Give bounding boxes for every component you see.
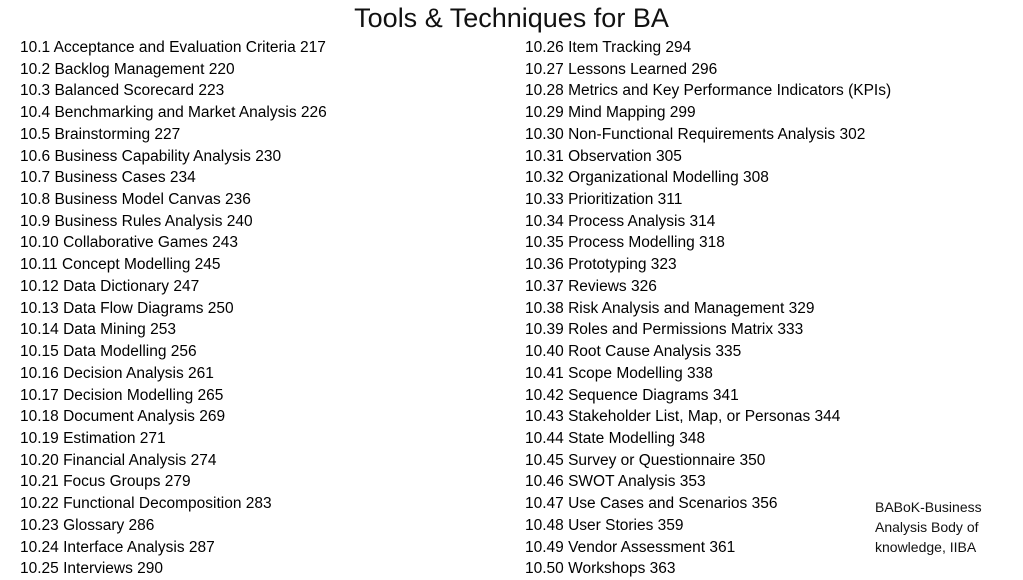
technique-item: 10.34 Process Analysis 314	[525, 212, 716, 230]
source-note-line: BABoK-Business	[875, 499, 982, 515]
technique-item: 10.25 Interviews 290	[20, 560, 164, 578]
technique-item: 10.10 Collaborative Games 243	[20, 234, 238, 252]
technique-item: 10.50 Workshops 363	[525, 560, 676, 578]
technique-item: 10.1 Acceptance and Evaluation Criteria 217	[20, 39, 326, 56]
technique-item: 10.3 Balanced Scorecard 223	[20, 82, 225, 100]
technique-item: 10.11 Concept Modelling 245	[20, 256, 221, 274]
technique-item: 10.17 Decision Modelling 265	[20, 386, 224, 404]
technique-item: 10.32 Organizational Modelling 308	[525, 169, 769, 187]
technique-item: 10.14 Data Mining 253	[20, 321, 176, 339]
technique-item: 10.35 Process Modelling 318	[525, 234, 725, 252]
source-note-line: Analysis Body of	[875, 519, 979, 535]
technique-item: 10.5 Brainstorming 227	[20, 125, 181, 143]
technique-item: 10.7 Business Cases 234	[20, 169, 196, 187]
technique-item: 10.21 Focus Groups 279	[20, 473, 191, 491]
technique-item: 10.45 Survey or Questionnaire 350	[525, 451, 766, 469]
technique-item: 10.22 Functional Decomposition 283	[20, 495, 272, 513]
technique-item: 10.31 Observation 305	[525, 147, 682, 165]
technique-item: 10.19 Estimation 271	[20, 429, 166, 447]
technique-item: 10.6 Business Capability Analysis 230	[20, 147, 282, 165]
technique-item: 10.30 Non-Functional Requirements Analysis 302	[525, 125, 866, 143]
technique-item: 10.4 Benchmarking and Market Analysis 226	[20, 104, 327, 122]
technique-item: 10.18 Document Analysis 269	[20, 408, 226, 426]
technique-item: 10.47 Use Cases and Scenarios 356	[525, 495, 778, 513]
source-note	[875, 497, 982, 557]
technique-item: 10.8 Business Model Canvas 236	[20, 191, 251, 209]
technique-item: 10.39 Roles and Permissions Matrix 333	[525, 321, 804, 339]
technique-item: 10.29 Mind Mapping 299	[525, 104, 696, 122]
technique-item: 10.33 Prioritization 311	[525, 191, 683, 209]
technique-item: 10.37 Reviews 326	[525, 277, 657, 295]
page-title: Tools & Techniques for BA	[354, 3, 669, 33]
techniques-list-left	[20, 37, 327, 580]
techniques-list-right	[525, 37, 891, 580]
technique-item: 10.12 Data Dictionary 247	[20, 277, 200, 295]
technique-item: 10.27 Lessons Learned 296	[525, 60, 718, 78]
technique-item: 10.24 Interface Analysis 287	[20, 538, 215, 556]
technique-item: 10.44 State Modelling 348	[525, 429, 706, 447]
technique-item: 10.23 Glossary 286	[20, 516, 155, 534]
technique-item: 10.13 Data Flow Diagrams 250	[20, 299, 234, 317]
technique-item: 10.15 Data Modelling 256	[20, 343, 197, 361]
technique-item: 10.36 Prototyping 323	[525, 256, 677, 274]
technique-item: 10.9 Business Rules Analysis 240	[20, 212, 253, 230]
technique-item: 10.49 Vendor Assessment 361	[525, 538, 736, 556]
technique-item: 10.43 Stakeholder List, Map, or Personas 344	[525, 408, 841, 426]
technique-item: 10.40 Root Cause Analysis 335	[525, 343, 742, 361]
technique-item: 10.46 SWOT Analysis 353	[525, 473, 706, 491]
technique-item: 10.20 Financial Analysis 274	[20, 451, 217, 469]
technique-item: 10.2 Backlog Management 220	[20, 60, 235, 78]
technique-item: 10.41 Scope Modelling 338	[525, 364, 713, 382]
technique-item: 10.28 Metrics and Key Performance Indicators (KPIs)	[525, 82, 892, 100]
technique-item: 10.48 User Stories 359	[525, 516, 684, 534]
technique-item: 10.38 Risk Analysis and Management 329	[525, 299, 815, 317]
technique-item: 10.42 Sequence Diagrams 341	[525, 386, 739, 404]
technique-item: 10.16 Decision Analysis 261	[20, 364, 214, 382]
source-note-line: knowledge, IIBA	[875, 539, 977, 555]
technique-item: 10.26 Item Tracking 294	[525, 39, 692, 56]
